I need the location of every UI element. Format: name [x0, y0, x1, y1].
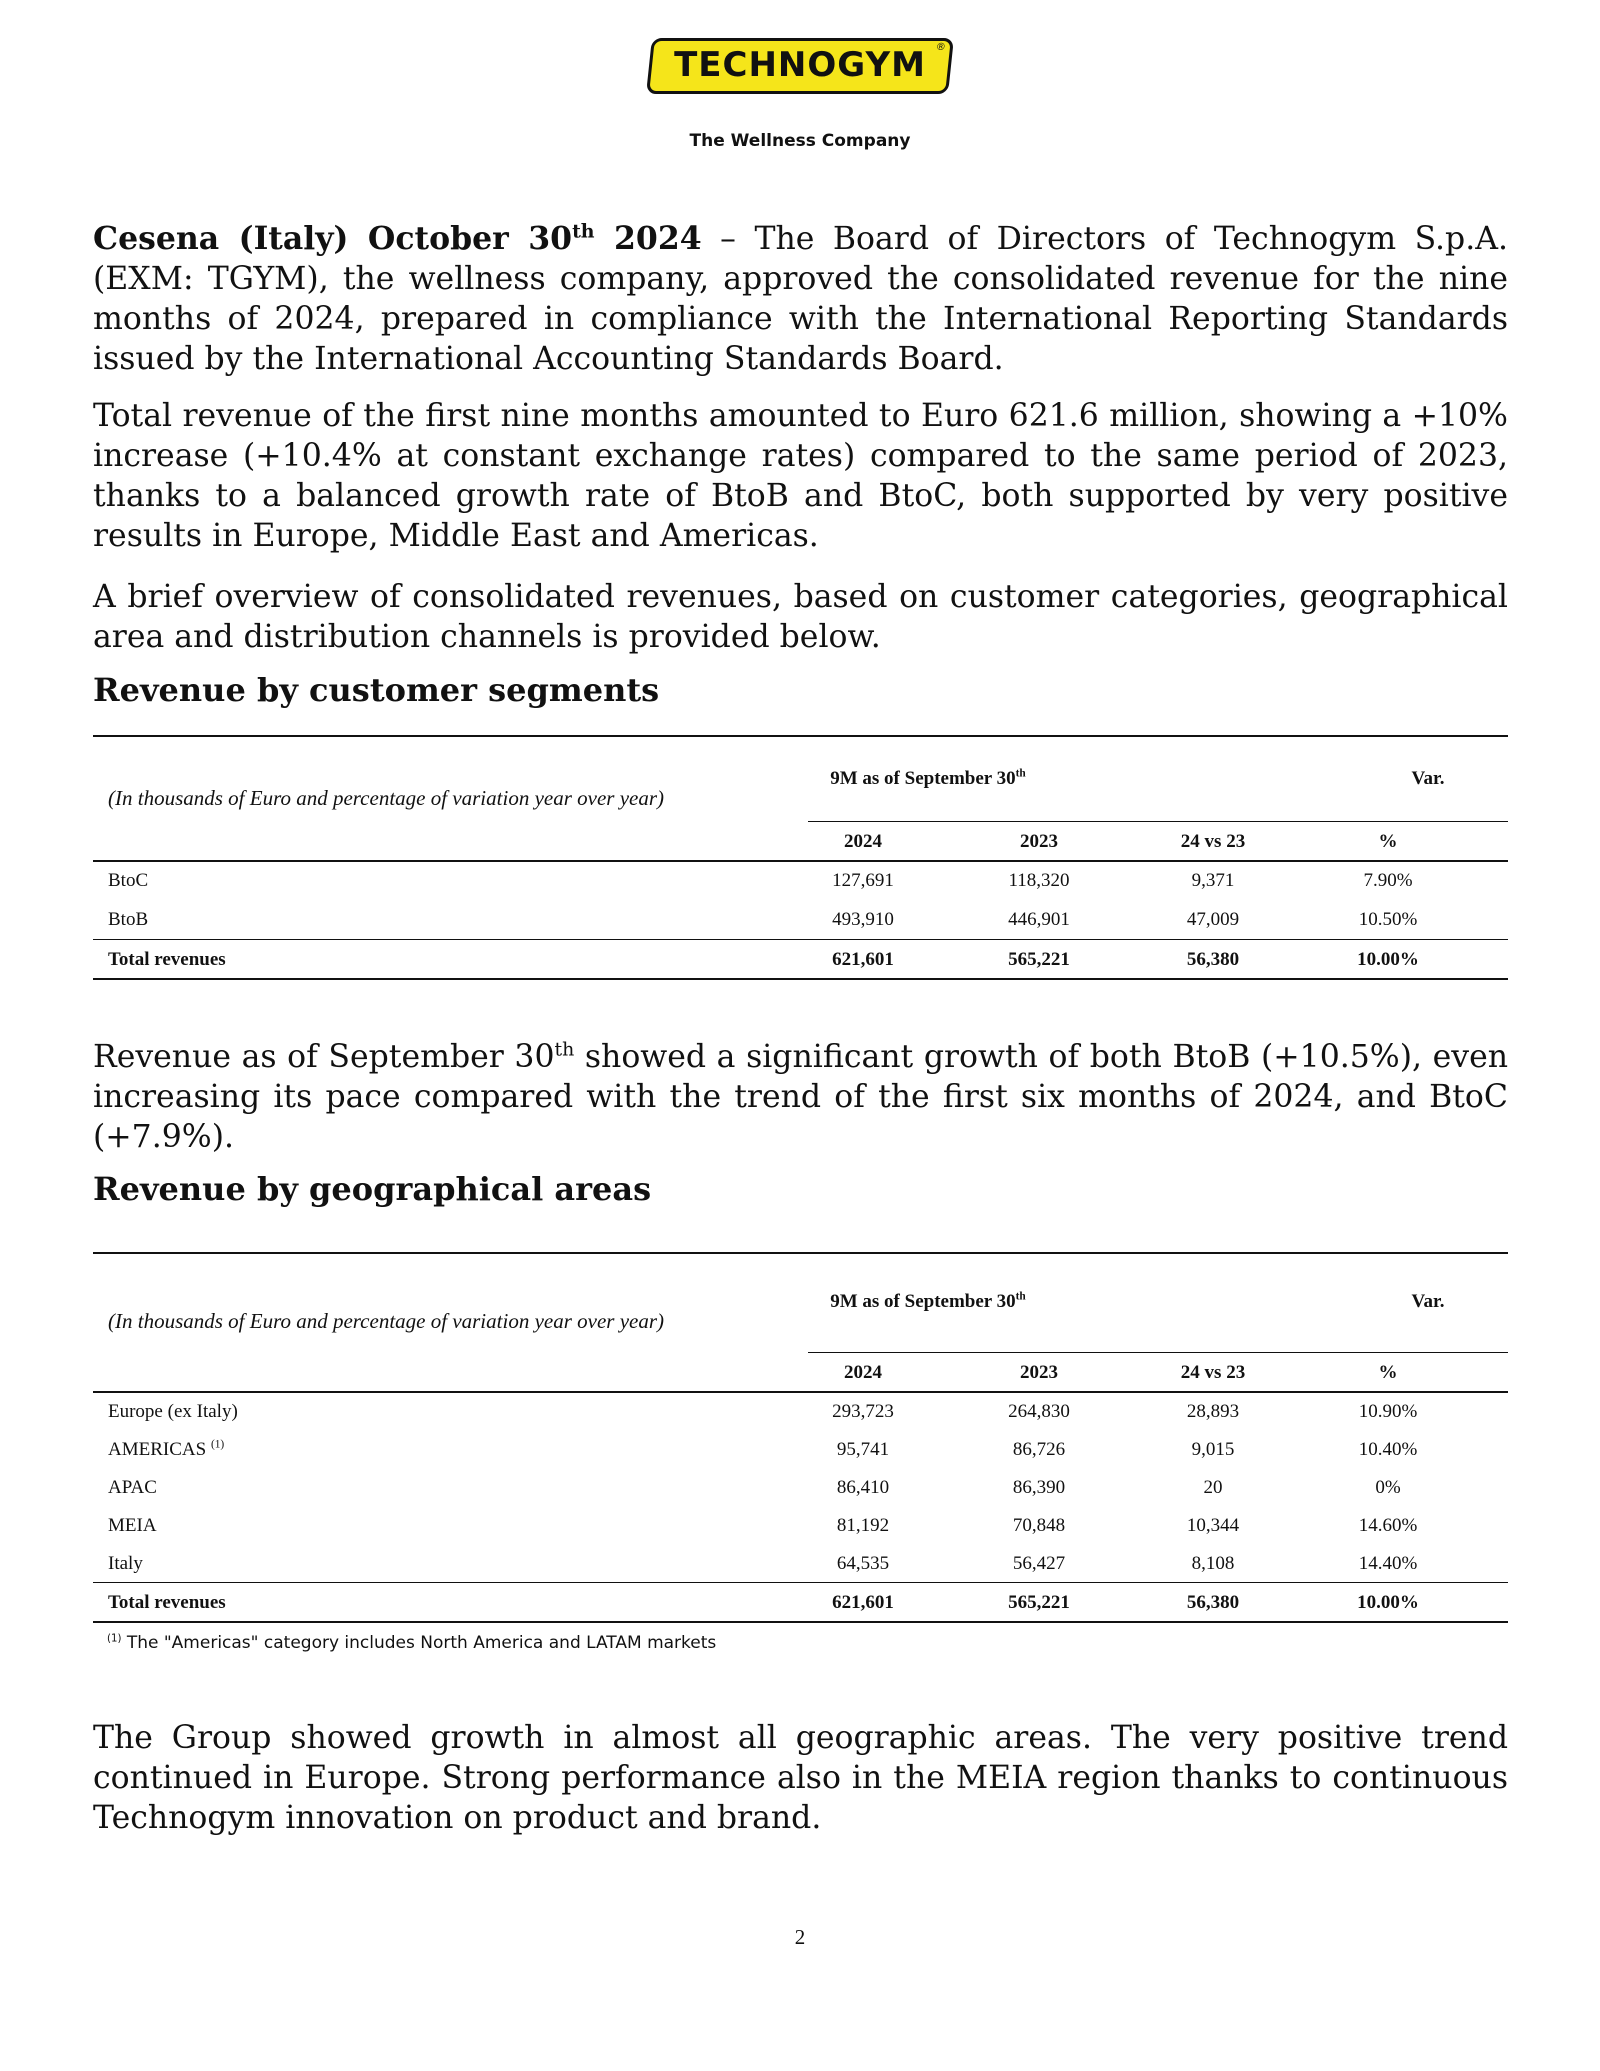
row-value-pct: 14.40% [1358, 1553, 1418, 1574]
page-number: 2 [794, 1925, 806, 1949]
row-value-pct: 10.40% [1358, 1439, 1418, 1460]
total-value-diff: 56,380 [1186, 949, 1240, 970]
row-label: BtoB [108, 909, 149, 930]
row-label-text: AMERICAS [108, 1439, 211, 1460]
header-bottom-rule [93, 1391, 1508, 1393]
row-value-pct: 7.90% [1363, 870, 1413, 891]
segments-commentary [93, 1037, 1508, 1157]
row-value-diff: 9,015 [1191, 1439, 1235, 1460]
row-value-2024: 86,410 [836, 1477, 890, 1498]
period-header-text: 9M as of September 30 [830, 768, 1016, 789]
table-footnote [107, 1633, 716, 1653]
geo-heading: Revenue by geographical areas [93, 1170, 652, 1208]
period-header [808, 1291, 1048, 1313]
dateline-ordinal: th [572, 220, 595, 243]
company-logo [0, 38, 1600, 94]
col-header-2023: 2023 [1020, 1362, 1058, 1383]
table-top-rule [93, 1252, 1508, 1254]
row-label: Italy [108, 1553, 143, 1574]
total-value-2023: 565,221 [1008, 949, 1070, 970]
row-value-2024: 493,910 [832, 909, 894, 930]
row-value-2023: 446,901 [1008, 909, 1070, 930]
row-value-pct: 0% [1375, 1477, 1401, 1498]
row-value-pct: 10.50% [1358, 909, 1418, 930]
geo-table [93, 1252, 1508, 1624]
total-value-2024: 621,601 [832, 949, 894, 970]
commentary-ordinal: th [554, 1038, 575, 1061]
total-top-rule [93, 1582, 1508, 1583]
logo-wordmark: TECHNOGYM [674, 45, 927, 85]
logo-badge [646, 38, 954, 94]
row-value-diff: 8,108 [1191, 1553, 1235, 1574]
table-caption: (In thousands of Euro and percentage of variation year over year) [108, 1309, 664, 1333]
row-value-2024: 293,723 [832, 1401, 894, 1422]
row-value-diff: 47,009 [1186, 909, 1240, 930]
segments-heading: Revenue by customer segments [93, 671, 660, 709]
total-top-rule [93, 939, 1508, 940]
col-header-pct: % [1378, 831, 1398, 852]
footnote-reference: (1) [210, 1438, 225, 1451]
col-header-diff: 24 vs 23 [1180, 1362, 1246, 1383]
header-bottom-rule [93, 860, 1508, 862]
footnote-text: The "Americas" category includes North America and LATAM markets [121, 1633, 717, 1653]
subheader-rule [808, 821, 1508, 822]
segments-table [93, 735, 1508, 980]
row-value-diff: 10,344 [1186, 1515, 1240, 1536]
row-value-2023: 118,320 [1008, 870, 1070, 891]
total-label: Total revenues [108, 949, 226, 970]
dateline-year: 2024 [594, 220, 702, 257]
col-header-2024: 2024 [844, 831, 882, 852]
row-label: Europe (ex Italy) [108, 1401, 238, 1422]
row-value-2024: 81,192 [836, 1515, 890, 1536]
col-header-diff: 24 vs 23 [1180, 831, 1246, 852]
row-value-2023: 86,726 [1012, 1439, 1066, 1460]
intro-text: – The Board of Directors of Technogym S.p.A. (EXM: TGYM), the wellness company, approved the consolidated revenue for the nine months of 2024, prepared in compliance with the International Reporting Standards issued by the International Accounting Standards Board. [93, 221, 1508, 377]
total-value-diff: 56,380 [1186, 1592, 1240, 1613]
footnote-marker: (1) [107, 1633, 122, 1645]
row-label: BtoC [108, 870, 149, 891]
period-header-text: 9M as of September 30 [830, 1291, 1016, 1312]
row-value-2024: 64,535 [836, 1553, 890, 1574]
variance-header: Var. [1411, 1291, 1445, 1312]
total-value-2024: 621,601 [832, 1592, 894, 1613]
commentary-text-a: Revenue as of September 30 [93, 1039, 555, 1075]
table-bottom-rule [93, 1621, 1508, 1623]
row-value-2023: 56,427 [1012, 1553, 1066, 1574]
variance-header: Var. [1411, 768, 1445, 789]
period-header-ordinal: th [1015, 767, 1026, 780]
row-value-diff: 9,371 [1191, 870, 1235, 891]
row-label: APAC [108, 1477, 157, 1498]
row-value-2023: 86,390 [1012, 1477, 1066, 1498]
subheader-rule [808, 1352, 1508, 1353]
col-header-2024: 2024 [844, 1362, 882, 1383]
dateline-date: Cesena (Italy) October 30 [93, 220, 573, 257]
table-caption: (In thousands of Euro and percentage of variation year over year) [108, 786, 664, 810]
row-value-2024: 95,741 [836, 1439, 890, 1460]
period-header-ordinal: th [1015, 1290, 1026, 1303]
row-value-2024: 127,691 [832, 870, 894, 891]
geo-commentary: The Group showed growth in almost all geographic areas. The very positive trend continued in Europe. Strong performance also in the MEIA region thanks to continuous Technogym innovation on product and brand. [93, 1720, 1508, 1836]
row-value-pct: 14.60% [1358, 1515, 1418, 1536]
table-bottom-rule [93, 978, 1508, 980]
table-top-rule [93, 735, 1508, 737]
commentary-text-b: showed a significant growth of both BtoB (+10.5%), even increasing its pace compared with the trend of the first six months of 2024, and BtoC (+7.9%). [93, 1039, 1508, 1155]
total-value-pct: 10.00% [1357, 949, 1419, 970]
registered-mark: ® [935, 42, 947, 53]
row-value-pct: 10.90% [1358, 1401, 1418, 1422]
intro-paragraph [93, 219, 1508, 379]
row-value-diff: 28,893 [1186, 1401, 1240, 1422]
row-label: MEIA [108, 1515, 157, 1536]
dateline [93, 220, 702, 257]
row-label [108, 1439, 224, 1461]
col-header-pct: % [1378, 1362, 1398, 1383]
revenue-summary-paragraph: Total revenue of the first nine months amounted to Euro 621.6 million, showing a +10% increase (+10.4% at constant exchange rates) compared to the same period of 2023, thanks to a balanced growth rate of BtoB and BtoC, both supported by very positive results in Europe, Middle East and Americas. [93, 398, 1508, 554]
company-tagline: The Wellness Company [689, 131, 911, 151]
row-value-2023: 70,848 [1012, 1515, 1066, 1536]
total-value-2023: 565,221 [1008, 1592, 1070, 1613]
total-label: Total revenues [108, 1592, 226, 1613]
row-value-2023: 264,830 [1008, 1401, 1070, 1422]
total-value-pct: 10.00% [1357, 1592, 1419, 1613]
overview-paragraph: A brief overview of consolidated revenues, based on customer categories, geographical area and distribution channels is provided below. [93, 579, 1508, 655]
period-header [808, 768, 1048, 790]
col-header-2023: 2023 [1020, 831, 1058, 852]
row-value-diff: 20 [1203, 1477, 1223, 1498]
